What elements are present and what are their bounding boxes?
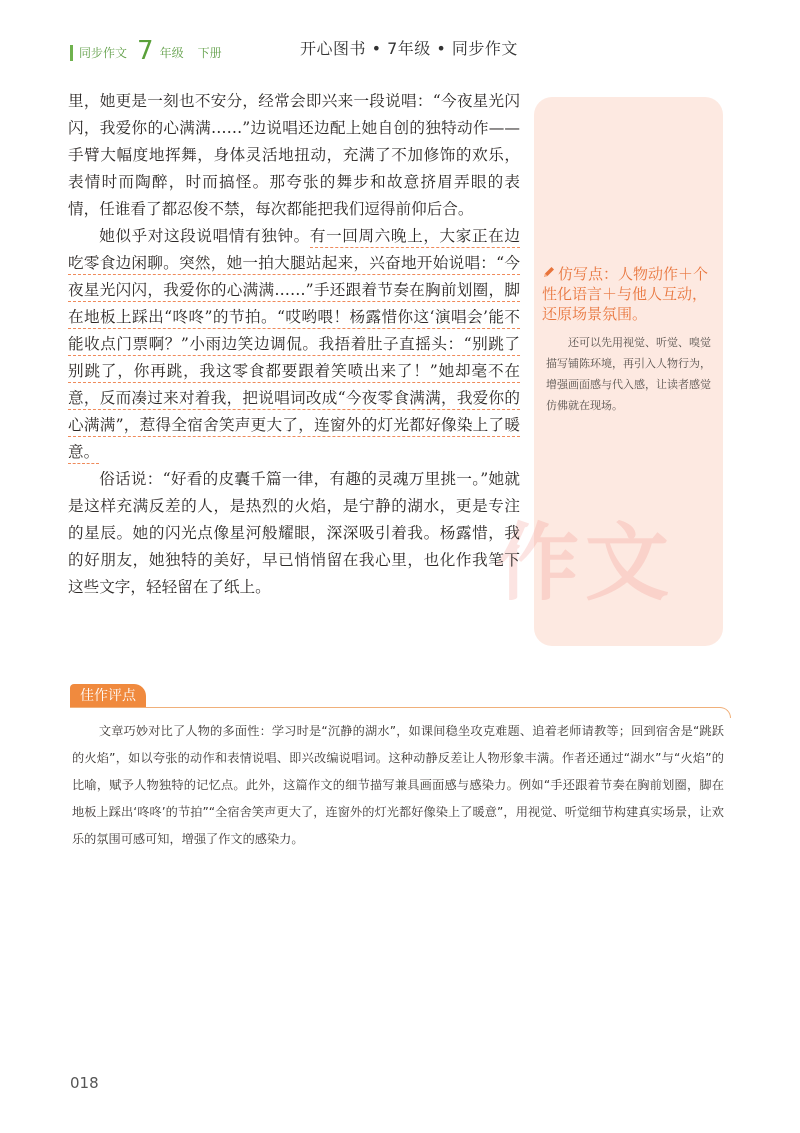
essay-paragraph-3: 俗话说：“好看的皮囊千篇一律，有趣的灵魂万里挑一。”她就是这样充满反差的人，是热烈的火焰，是宁静的湖水，更是专注的星辰。她的闪光点像星河般耀眼，深深吸引着我。杨露惜，我的好朋友，她独特的美好，早已悄悄留在我心里，也化作我笔下这些文字，轻轻留在了纸上。 (68, 470, 520, 596)
side-note-title-text: 仿写点：人物动作＋个性化语言＋与他人互动，还原场景氛围。 (542, 265, 709, 323)
header-divider (70, 45, 73, 61)
running-header (70, 38, 222, 64)
essay-paragraph-2 (68, 223, 520, 466)
header-term: 下册 (197, 46, 222, 60)
pencil-icon (542, 264, 556, 284)
book-title: 开心图书 • 7年级 • 同步作文 (300, 39, 518, 58)
highlighted-passage: 有一回周六晚上，大家正在边吃零食边闲聊。突然，她一拍大腿站起来，兴奋地开始说唱：“今夜星光闪闪，我爱你的心满满……”手还跟着节奏在胸前划圈，脚在地板上踩出“咚咚”的节拍。“哎哟喂！杨露惜你这‘演唱会’能不能收点门票啊？”小雨边笑边调侃。我捂着肚子直摇头：“别跳了别跳了，你再跳，我这零食都要跟着笑喷出来了！”她却毫不在意，反而凑过来对着我，把说唱词改成“今夜零食满满，我爱你的心满满”，惹得全宿舍笑声更大了，连窗外的灯光都好像染上了暖意。 (68, 227, 520, 464)
header-grade-number: 7 (137, 36, 154, 66)
essay-paragraph-2-lead: 她似乎对这段说唱情有独钟。 (99, 227, 310, 245)
review-frame-line (70, 707, 731, 718)
page-number: 018 (70, 1074, 99, 1092)
essay-paragraph-1: 里，她更是一刻也不安分，经常会即兴来一段说唱：“今夜星光闪闪，我爱你的心满满……”边说唱还边配上她自创的独特动作——手臂大幅度地挥舞，身体灵活地扭动，充满了不加修饰的欢乐，表情时而陶醉，时而搞怪。那夸张的舞步和故意挤眉弄眼的表情，任谁看了都忍俊不禁，每次都能把我们逗得前仰后合。 (68, 92, 520, 218)
header-series: 同步作文 (79, 46, 128, 60)
review-text: 文章巧妙对比了人物的多面性：学习时是“沉静的湖水”，如课间稳坐攻克难题、追着老师请教等；回到宿舍是“跳跃的火焰”，如以夸张的动作和表情说唱、即兴改编说唱词。这种动静反差让人物形象丰满。作者还通过“湖水”与“火焰”的比喻，赋予人物独特的记忆点。此外，这篇作文的细节描写兼具画面感与感染力。例如“手还跟着节奏在胸前划圈，脚在地板上踩出‘咚咚’的节拍”“全宿舍笑声更大了，连窗外的灯光都好像染上了暖意”，用视觉、听觉细节构建真实场景，让欢乐的氛围可感可知，增强了作文的感染力。 (72, 724, 724, 846)
review-badge: 佳作评点 (70, 684, 146, 708)
essay-body (68, 88, 520, 601)
header-grade-unit: 年级 (159, 46, 184, 60)
side-note-body: 还可以先用视觉、听觉、嗅觉描写铺陈环境，再引入人物行为，增强画面感与代入感，让读者感觉仿佛就在现场。 (546, 336, 711, 412)
side-note-title (542, 264, 718, 324)
watermark: 作文 (494, 514, 675, 612)
